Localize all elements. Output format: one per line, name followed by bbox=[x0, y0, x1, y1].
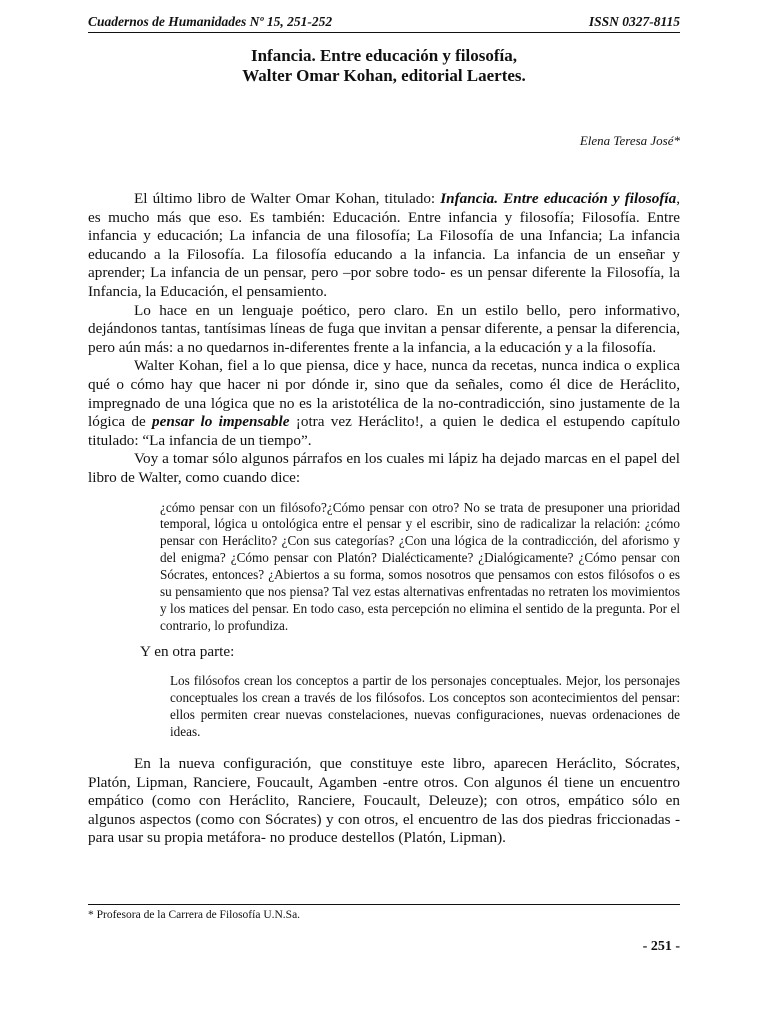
journal-citation: Cuadernos de Humanidades Nº 15, 251-252 bbox=[88, 14, 333, 29]
paragraph-1-text-a: El último libro de Walter Omar Kohan, titulado: bbox=[134, 190, 441, 207]
issn: ISSN 0327-8115 bbox=[588, 14, 680, 29]
running-header bbox=[88, 14, 680, 33]
footnote: * Profesora de la Carrera de Filosofía U.N.Sa. bbox=[88, 909, 301, 921]
paragraph-2: Lo hace en un lenguaje poético, pero claro. En un estilo bello, pero informativo, dejándonos tantas, tantísimas líneas de fuga que invitan a pensar diferente, a pensar la diferencia, pero aún más: a no quedarnos in-diferentes frente a la infancia, a la educación y a la filosofía. bbox=[88, 301, 680, 356]
block-quote-1 bbox=[160, 500, 680, 635]
block-quote-2-text: Los filósofos crean los conceptos a partir de los personajes conceptuales. Mejor, los personajes conceptuales los crean a través de los filósofos. Los conceptos son acontecimientos del pensar: ellos permiten crear nuevas constelaciones, nuevas configuraciones, nuevas ordenaciones de ideas. bbox=[170, 673, 680, 740]
paragraph-4: Voy a tomar sólo algunos párrafos en los cuales mi lápiz ha dejado marcas en el papel del libro de Walter, como cuando dice: bbox=[88, 450, 680, 486]
footnote-divider bbox=[88, 904, 680, 905]
paragraph-3-text-a: Walter Kohan, fiel a lo que piensa, dice y hace, nunca da recetas, nunca indica o explica qué o cómo hay que hacer ni por dónde ir, sino que da señales, como él dice de Heráclito, impregnado de una lógica que no es la aristotélica de la no-contradicción, sino justamente de la lógica de bbox=[88, 357, 680, 431]
transition-line: Y en otra parte: bbox=[140, 642, 235, 660]
paragraph-3-text-b: ¡otra vez Heráclito!, a quien le dedica el estupendo capítulo titulado: “La infancia de un tiempo”. bbox=[88, 413, 681, 449]
book-title: Infancia. Entre educación y filosofía bbox=[440, 190, 677, 207]
author-name: Elena Teresa José* bbox=[579, 133, 680, 148]
review-title bbox=[88, 46, 680, 86]
block-quote-2 bbox=[170, 673, 680, 741]
paragraph-1 bbox=[88, 190, 680, 302]
title-line-2: Walter Omar Kohan, editorial Laertes. bbox=[242, 66, 526, 85]
emphasis-phrase: pensar lo impensable bbox=[152, 413, 290, 431]
paragraph-1-text-b: , es mucho más que eso. Es también: Educación. Entre infancia y filosofía; Filosofía. Entre infancia y educación; La infancia de una filosofía; La Filosofía de una Infancia; La infancia educando a la Filosofía. La filosofía educando a la infancia. La infancia de un enseñar y aprender; La infancia de un pensar, pero –por sobre todo- es un pensar diferente la Filosofía, la Infancia, la Educación, el pensamiento. bbox=[88, 190, 681, 300]
page-number: - 251 - bbox=[642, 939, 680, 954]
paragraph-5: En la nueva configuración, que constituye este libro, aparecen Heráclito, Sócrates, Platón, Lipman, Ranciere, Foucault, Agamben -entre otros. Con algunos él tiene un encuentro empático (como con Heráclito, Ranciere, Foucault, Deleuze); con otros, empático sólo en algunos aspectos (como con Sócrates) y con otros, el encuentro de las dos piedras friccionadas -para usar su propia metáfora- no produce destellos (Platón, Lipman). bbox=[88, 754, 680, 847]
paragraph-3 bbox=[88, 357, 680, 450]
title-line-1: Infancia. Entre educación y filosofía, bbox=[250, 46, 518, 65]
block-quote-1-text: ¿cómo pensar con un filósofo?¿Cómo pensar con otro? No se trata de presuponer una prioridad temporal, lógica u ontológica entre el pensar y el escribir, sino de radicalizar la relación: ¿cómo pensar con Heráclito? ¿Con sus categorías? ¿Con una lógica de la contradicción, del aforismo y del enigma? ¿Cómo pensar con Platón? Dialécticamente? ¿Dialógicamente? ¿Cómo pensar con Sócrates, entonces? ¿Abiertos a su forma, somos nosotros que pensamos con estos filósofos o es su pensamiento que nos piensa? Tal vez estas alternativas enfrentadas no retraten los movimientos y los matices del pensar. En todo caso, esta percepción no elimina el sentido de la pregunta. Por el contrario, lo profundiza. bbox=[160, 499, 680, 633]
article-body bbox=[88, 190, 680, 848]
